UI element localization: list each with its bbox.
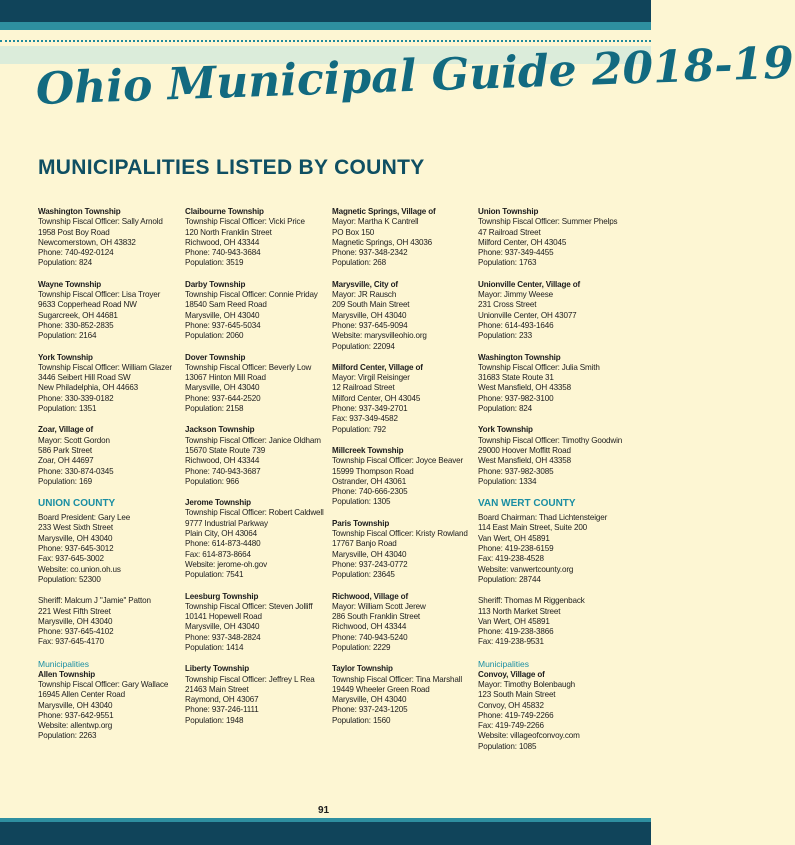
entry-line: Website: jerome-oh.gov bbox=[185, 559, 268, 569]
entry-line: Township Fiscal Officer: Jeffrey L Rea bbox=[185, 674, 315, 684]
entry-line: 1958 Post Boy Road bbox=[38, 227, 110, 237]
directory-entry bbox=[38, 353, 180, 415]
entry-line: Population: 1414 bbox=[185, 642, 244, 652]
entry-line: Township Fiscal Officer: Tina Marshall bbox=[332, 674, 462, 684]
entry-line: Phone: 937-645-5034 bbox=[185, 320, 261, 330]
entry-line: Phone: 740-666-2305 bbox=[332, 487, 408, 497]
entry-line: Phone: 740-943-5240 bbox=[332, 632, 408, 642]
entry-line: 47 Railroad Street bbox=[478, 227, 541, 237]
directory-column-1 bbox=[38, 207, 180, 753]
entry-line: Township Fiscal Officer: William Glazer bbox=[38, 362, 172, 372]
directory-entry bbox=[185, 207, 327, 269]
entry-line: 10141 Hopewell Road bbox=[185, 612, 262, 622]
entry-line: Population: 824 bbox=[38, 258, 93, 268]
entry-name: Liberty Township bbox=[185, 664, 249, 674]
entry-name: Paris Township bbox=[332, 518, 390, 528]
directory-entry bbox=[332, 280, 474, 352]
entry-line: New Philadelphia, OH 44663 bbox=[38, 383, 139, 393]
entry-line: Phone: 614-493-1646 bbox=[478, 320, 554, 330]
entry-line: 113 North Market Street bbox=[478, 606, 561, 616]
entry-line: Milford Center, OH 43045 bbox=[478, 237, 567, 247]
directory-entry bbox=[478, 207, 620, 269]
entry-line: West Mansfield, OH 43358 bbox=[478, 456, 571, 466]
entry-line: Marysville, OH 43040 bbox=[332, 310, 407, 320]
entry-line: Unionville Center, OH 43077 bbox=[478, 310, 577, 320]
entry-line: Fax: 419-238-9531 bbox=[478, 637, 544, 647]
entry-line: 233 West Sixth Street bbox=[38, 523, 113, 533]
entry-line: Phone: 937-243-1205 bbox=[332, 705, 408, 715]
directory-entry bbox=[38, 280, 180, 342]
entry-line: Marysville, OH 43040 bbox=[185, 622, 260, 632]
directory-column-4 bbox=[478, 207, 623, 763]
entry-line: Website: co.union.oh.us bbox=[38, 564, 121, 574]
directory-entry bbox=[38, 207, 180, 269]
directory-entry bbox=[478, 513, 620, 585]
entry-line: Population: 2229 bbox=[332, 642, 391, 652]
entry-name: Washington Township bbox=[478, 352, 561, 362]
entry-line: Mayor: Jimmy Weese bbox=[478, 290, 553, 300]
entry-line: Township Fiscal Officer: Gary Wallace bbox=[38, 679, 169, 689]
entry-line: Population: 1334 bbox=[478, 476, 537, 486]
entry-line: Zoar, OH 44697 bbox=[38, 456, 94, 466]
entry-line: West Mansfield, OH 43358 bbox=[478, 383, 571, 393]
entry-line: Township Fiscal Officer: Lisa Troyer bbox=[38, 290, 161, 300]
entry-line: Population: 1763 bbox=[478, 258, 537, 268]
entry-line: Population: 1351 bbox=[38, 404, 97, 414]
entry-name: Unionville Center, Village of bbox=[478, 279, 581, 289]
municipalities-subheading: Municipalities bbox=[478, 658, 530, 669]
entry-line: Phone: 937-644-2520 bbox=[185, 393, 261, 403]
directory-entry bbox=[332, 519, 474, 581]
entry-line: PO Box 150 bbox=[332, 227, 375, 237]
entry-line: Phone: 740-943-3687 bbox=[185, 466, 261, 476]
directory-entry bbox=[38, 513, 180, 585]
entry-line: Phone: 937-348-2824 bbox=[185, 632, 261, 642]
entry-line: Fax: 419-238-4528 bbox=[478, 554, 544, 564]
entry-line: Population: 7541 bbox=[185, 570, 244, 580]
directory-entry bbox=[185, 280, 327, 342]
entry-line: Township Fiscal Officer: Joyce Beaver bbox=[332, 456, 464, 466]
bottom-decorative-band bbox=[0, 822, 651, 845]
entry-line: Phone: 937-349-4455 bbox=[478, 248, 554, 258]
entry-line: Richwood, OH 43344 bbox=[185, 237, 260, 247]
entry-line: Township Fiscal Officer: Steven Jolliff bbox=[185, 601, 313, 611]
entry-name: York Township bbox=[38, 352, 93, 362]
entry-line: Mayor: William Scott Jerew bbox=[332, 601, 426, 611]
entry-line: 13067 Hinton Mill Road bbox=[185, 373, 266, 383]
entry-name: Wayne Township bbox=[38, 279, 102, 289]
directory-entry bbox=[332, 207, 474, 269]
entry-line: Phone: 937-349-2701 bbox=[332, 404, 408, 414]
directory-entry bbox=[185, 425, 327, 487]
entry-line: Township Fiscal Officer: Julia Smith bbox=[478, 362, 600, 372]
entry-line: Population: 2158 bbox=[185, 404, 244, 414]
directory-entry bbox=[478, 280, 620, 342]
entry-line: Mayor: Scott Gordon bbox=[38, 435, 110, 445]
entry-name: Union Township bbox=[478, 207, 539, 216]
entry-line: Website: allentwp.org bbox=[38, 721, 113, 731]
entry-line: Sugarcreek, OH 44681 bbox=[38, 310, 118, 320]
entry-line: Van Wert, OH 45891 bbox=[478, 533, 550, 543]
entry-name: Leesburg Township bbox=[185, 591, 259, 601]
county-heading: VAN WERT COUNTY bbox=[478, 498, 576, 510]
entry-line: Marysville, OH 43040 bbox=[332, 695, 407, 705]
entry-line: 15670 State Route 739 bbox=[185, 445, 266, 455]
entry-line: 18540 Sam Reed Road bbox=[185, 300, 267, 310]
entry-line: Population: 792 bbox=[332, 424, 387, 434]
entry-line: Phone: 937-246-1111 bbox=[185, 705, 259, 715]
entry-name: Taylor Township bbox=[332, 664, 393, 674]
entry-name: Millcreek Township bbox=[332, 445, 404, 455]
section-heading: MUNICIPALITIES LISTED BY COUNTY bbox=[38, 156, 425, 179]
directory-entry bbox=[332, 363, 474, 435]
entry-line: Population: 52300 bbox=[38, 574, 101, 584]
entry-name: Darby Township bbox=[185, 279, 246, 289]
entry-line: Population: 966 bbox=[185, 476, 240, 486]
entry-line: Phone: 937-645-9094 bbox=[332, 320, 408, 330]
entry-line: Marysville, OH 43040 bbox=[38, 533, 113, 543]
directory-entry bbox=[478, 670, 620, 752]
entry-line: Phone: 330-852-2835 bbox=[38, 320, 114, 330]
entry-line: 120 North Franklin Street bbox=[185, 227, 272, 237]
entry-name: Washington Township bbox=[38, 207, 121, 216]
entry-line: Van Wert, OH 45891 bbox=[478, 616, 550, 626]
entry-line: Richwood, OH 43344 bbox=[185, 456, 260, 466]
entry-line: Township Fiscal Officer: Vicki Price bbox=[185, 217, 305, 227]
entry-line: Magnetic Springs, OH 43036 bbox=[332, 237, 433, 247]
county-heading: UNION COUNTY bbox=[38, 498, 116, 510]
entry-line: Population: 1948 bbox=[185, 715, 244, 725]
entry-line: 21463 Main Street bbox=[185, 684, 249, 694]
entry-line: Mayor: JR Rausch bbox=[332, 290, 397, 300]
directory-entry bbox=[478, 596, 620, 647]
entry-line: 286 South Franklin Street bbox=[332, 612, 421, 622]
entry-line: 9633 Copperhead Road NW bbox=[38, 300, 137, 310]
entry-line: Population: 3519 bbox=[185, 258, 244, 268]
entry-name: Milford Center, Village of bbox=[332, 362, 423, 372]
entry-line: 15999 Thompson Road bbox=[332, 466, 414, 476]
entry-line: Newcomerstown, OH 43832 bbox=[38, 237, 136, 247]
entry-line: Phone: 937-348-2342 bbox=[332, 248, 408, 258]
entry-line: Phone: 330-339-0182 bbox=[38, 393, 114, 403]
entry-line: Population: 233 bbox=[478, 331, 533, 341]
entry-line: Population: 1305 bbox=[332, 497, 391, 507]
entry-name: Marysville, City of bbox=[332, 279, 398, 289]
entry-line: Marysville, OH 43040 bbox=[185, 310, 260, 320]
entry-line: Convoy, OH 45832 bbox=[478, 700, 544, 710]
page-number: 91 bbox=[318, 805, 330, 816]
entry-line: 114 East Main Street, Suite 200 bbox=[478, 523, 588, 533]
directory-entry bbox=[332, 446, 474, 508]
entry-line: Population: 28744 bbox=[478, 574, 541, 584]
entry-line: Phone: 419-238-3866 bbox=[478, 627, 554, 637]
entry-line: Phone: 419-749-2266 bbox=[478, 710, 554, 720]
entry-line: 221 West Fifth Street bbox=[38, 606, 111, 616]
entry-name: Jackson Township bbox=[185, 425, 255, 435]
entry-line: Fax: 419-749-2266 bbox=[478, 721, 544, 731]
entry-line: Population: 1085 bbox=[478, 741, 537, 751]
entry-line: Phone: 740-492-0124 bbox=[38, 248, 114, 258]
entry-line: 9777 Industrial Parkway bbox=[185, 518, 268, 528]
entry-line: Board President: Gary Lee bbox=[38, 513, 131, 523]
entry-name: York Township bbox=[478, 425, 533, 435]
entry-line: Mayor: Martha K Cantrell bbox=[332, 217, 419, 227]
entry-line: Raymond, OH 43067 bbox=[185, 695, 259, 705]
entry-line: 3446 Seibert Hill Road SW bbox=[38, 373, 131, 383]
directory-entry bbox=[332, 664, 474, 726]
entry-line: Population: 23645 bbox=[332, 570, 395, 580]
entry-line: 231 Cross Street bbox=[478, 300, 537, 310]
entry-line: Website: vanwertcounty.org bbox=[478, 564, 574, 574]
directory-entry bbox=[185, 664, 327, 726]
entry-line: Fax: 937-349-4582 bbox=[332, 414, 398, 424]
entry-line: Website: marysvilleohio.org bbox=[332, 331, 427, 341]
directory-entry bbox=[38, 670, 180, 742]
directory-entry bbox=[38, 596, 180, 647]
entry-line: Phone: 330-874-0345 bbox=[38, 466, 114, 476]
directory-column-3 bbox=[332, 207, 474, 737]
entry-line: 31683 State Route 31 bbox=[478, 373, 554, 383]
entry-line: Township Fiscal Officer: Beverly Low bbox=[185, 362, 312, 372]
entry-line: 12 Railroad Street bbox=[332, 383, 395, 393]
guide-title: Ohio Municipal Guide 2018-19 bbox=[35, 37, 795, 115]
entry-line: Phone: 419-238-6159 bbox=[478, 544, 554, 554]
entry-line: 17767 Banjo Road bbox=[332, 539, 397, 549]
directory-entry bbox=[478, 353, 620, 415]
entry-line: Richwood, OH 43344 bbox=[332, 622, 407, 632]
entry-name: Zoar, Village of bbox=[38, 425, 94, 435]
entry-line: 586 Park Street bbox=[38, 445, 92, 455]
directory-entry bbox=[38, 425, 180, 487]
entry-line: Township Fiscal Officer: Sally Arnold bbox=[38, 217, 163, 227]
top-accent-stripe bbox=[0, 22, 651, 30]
entry-line: Township Fiscal Officer: Janice Oldham bbox=[185, 435, 321, 445]
entry-line: Population: 2164 bbox=[38, 331, 97, 341]
entry-name: Allen Township bbox=[38, 669, 96, 679]
entry-line: Milford Center, OH 43045 bbox=[332, 393, 421, 403]
entry-line: Population: 2263 bbox=[38, 731, 97, 741]
entry-line: Phone: 740-943-3684 bbox=[185, 248, 261, 258]
entry-line: 16945 Allen Center Road bbox=[38, 690, 125, 700]
entry-line: Marysville, OH 43040 bbox=[38, 700, 113, 710]
entry-name: Magnetic Springs, Village of bbox=[332, 207, 436, 216]
entry-line: Phone: 614-873-4480 bbox=[185, 539, 261, 549]
entry-line: 123 South Main Street bbox=[478, 690, 556, 700]
entry-line: Population: 268 bbox=[332, 258, 387, 268]
entry-line: Phone: 937-642-9551 bbox=[38, 710, 114, 720]
entry-line: Population: 824 bbox=[478, 404, 533, 414]
entry-line: Phone: 937-982-3085 bbox=[478, 466, 554, 476]
entry-name: Dover Township bbox=[185, 352, 246, 362]
directory-entry bbox=[332, 592, 474, 654]
entry-line: Phone: 937-982-3100 bbox=[478, 393, 554, 403]
entry-line: Fax: 937-645-4170 bbox=[38, 637, 104, 647]
top-decorative-band bbox=[0, 0, 651, 22]
entry-line: Phone: 937-645-4102 bbox=[38, 627, 114, 637]
entry-name: Convoy, Village of bbox=[478, 669, 545, 679]
entry-name: Richwood, Village of bbox=[332, 591, 408, 601]
entry-line: Township Fiscal Officer: Connie Priday bbox=[185, 290, 318, 300]
entry-line: Population: 22094 bbox=[332, 341, 395, 351]
entry-line: Population: 2060 bbox=[185, 331, 244, 341]
directory-entry bbox=[478, 425, 623, 487]
entry-line: Population: 169 bbox=[38, 476, 93, 486]
entry-line: Marysville, OH 43040 bbox=[332, 549, 407, 559]
entry-line: Township Fiscal Officer: Kristy Rowland bbox=[332, 529, 468, 539]
entry-name: Jerome Township bbox=[185, 498, 251, 508]
entry-line: Sheriff: Thomas M Riggenback bbox=[478, 596, 585, 606]
entry-line: 19449 Wheeler Green Road bbox=[332, 684, 430, 694]
entry-line: 209 South Main Street bbox=[332, 300, 410, 310]
entry-line: 29000 Hoover Moffitt Road bbox=[478, 445, 571, 455]
directory-entry bbox=[185, 353, 327, 415]
entry-line: Township Fiscal Officer: Robert Caldwell bbox=[185, 508, 324, 518]
entry-line: Marysville, OH 43040 bbox=[38, 616, 113, 626]
entry-line: Board Chairman: Thad Lichtensteiger bbox=[478, 513, 608, 523]
entry-line: Website: villageofconvoy.com bbox=[478, 731, 580, 741]
directory-column-2 bbox=[185, 207, 327, 737]
entry-line: Population: 1560 bbox=[332, 715, 391, 725]
entry-line: Township Fiscal Officer: Summer Phelps bbox=[478, 217, 618, 227]
entry-line: Mayor: Timothy Bolenbaugh bbox=[478, 679, 576, 689]
entry-line: Ostrander, OH 43061 bbox=[332, 476, 407, 486]
entry-line: Sheriff: Malcum J "Jamie" Patton bbox=[38, 596, 151, 606]
entry-line: Marysville, OH 43040 bbox=[185, 383, 260, 393]
municipalities-subheading: Municipalities bbox=[38, 658, 90, 669]
entry-line: Phone: 937-645-3012 bbox=[38, 544, 114, 554]
directory-entry bbox=[185, 498, 327, 580]
entry-line: Township Fiscal Officer: Timothy Goodwin bbox=[478, 435, 623, 445]
entry-line: Plain City, OH 43064 bbox=[185, 529, 257, 539]
entry-name: Claibourne Township bbox=[185, 207, 264, 216]
directory-entry bbox=[185, 592, 327, 654]
entry-line: Fax: 937-645-3002 bbox=[38, 554, 104, 564]
entry-line: Phone: 937-243-0772 bbox=[332, 559, 408, 569]
entry-line: Mayor: Virgil Reisinger bbox=[332, 373, 410, 383]
entry-line: Fax: 614-873-8664 bbox=[185, 549, 251, 559]
